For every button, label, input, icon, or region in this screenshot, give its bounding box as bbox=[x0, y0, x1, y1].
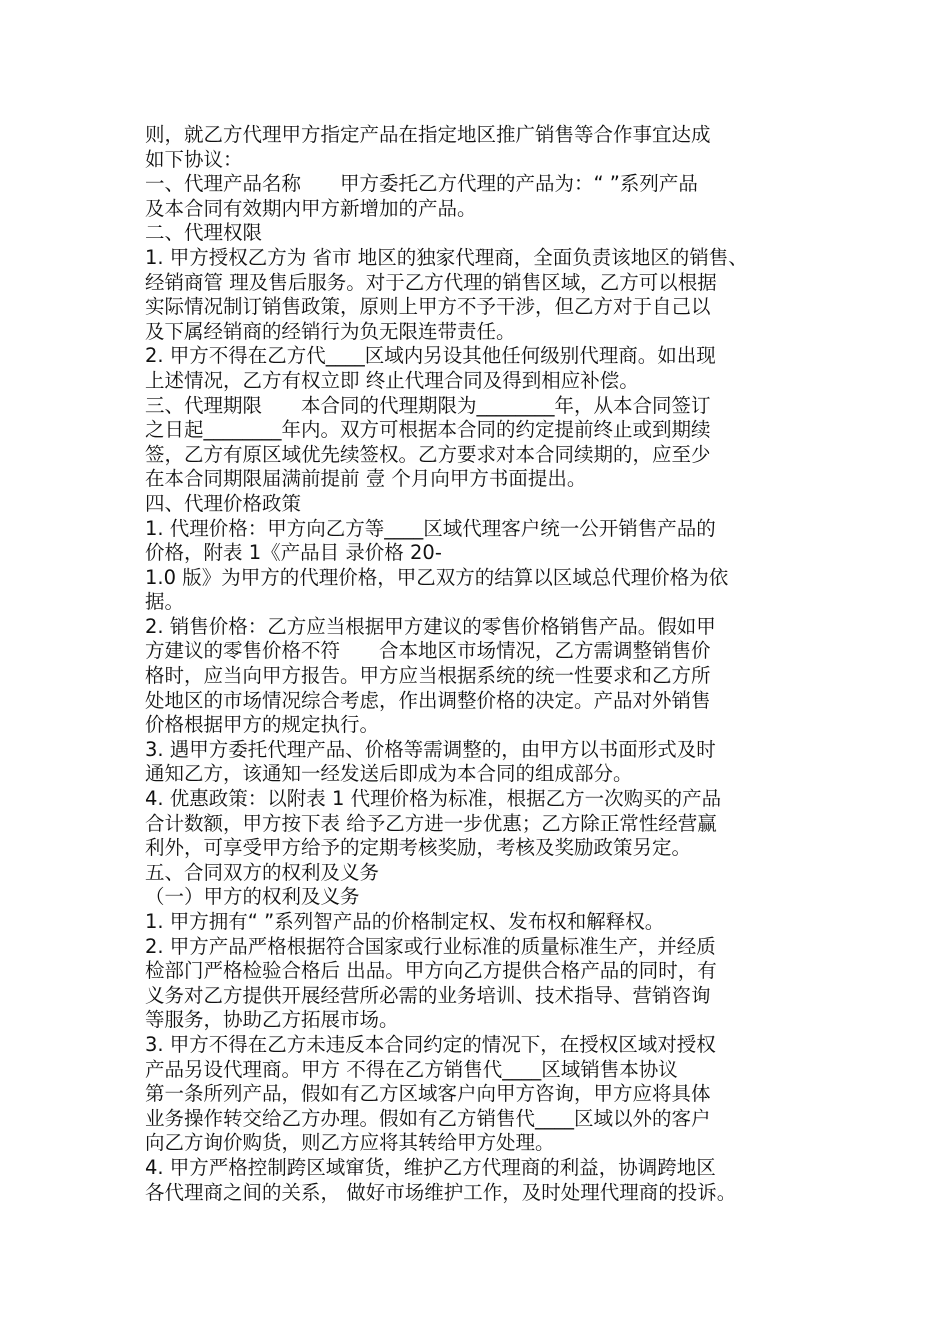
document-line: 各代理商之间的关系， 做好市场维护工作，及时处理代理商的投诉。 bbox=[145, 1180, 737, 1204]
document-line: 义务对乙方提供开展经营所必需的业务培训、技术指导、营销咨询 bbox=[145, 983, 711, 1007]
document-line: 格时，应当向甲方报告。甲方应当根据系统的统一性要求和乙方所 bbox=[145, 664, 711, 688]
document-line: 1. 代理价格：甲方向乙方等____区域代理客户统一公开销售产品的 bbox=[145, 516, 716, 540]
document-line: 据。 bbox=[145, 590, 185, 614]
document-line: 签，乙方有原区域优先续签权。乙方要求对本合同续期的，应至少 bbox=[145, 442, 711, 466]
document-line: 价格根据甲方的规定执行。 bbox=[145, 713, 380, 737]
document-line: 一、代理产品名称 甲方委托乙方代理的产品为：“ ”系列产品 bbox=[145, 172, 698, 196]
document-line: 2. 甲方不得在乙方代____区域内另设其他任何级别代理商。如出现 bbox=[145, 344, 716, 368]
document-line: 检部门严格检验合格后 出品。甲方向乙方提供合格产品的同时，有 bbox=[145, 959, 717, 983]
document-line: 及本合同有效期内甲方新增加的产品。 bbox=[145, 196, 477, 220]
document-line: （一）甲方的权利及义务 bbox=[145, 885, 360, 909]
document-line: 处地区的市场情况综合考虑，作出调整价格的决定。产品对外销售 bbox=[145, 688, 711, 712]
document-line: 则，就乙方代理甲方指定产品在指定地区推广销售等合作事宜达成 bbox=[145, 123, 711, 146]
document-line: 3. 遇甲方委托代理产品、价格等需调整的，由甲方以书面形式及时 bbox=[145, 737, 716, 761]
document-line: 第一条所列产品，假如有乙方区域客户向甲方咨询，甲方应将具体 bbox=[145, 1082, 711, 1106]
document-line: 实际情况制订销售政策，原则上甲方不予干涉，但乙方对于自己以 bbox=[145, 295, 711, 319]
document-line: 等服务，协助乙方拓展市场。 bbox=[145, 1008, 399, 1032]
document-line: 之日起________年内。双方可根据本合同的约定提前终止或到期续 bbox=[145, 418, 711, 442]
document-line: 经销商管 理及售后服务。对于乙方代理的销售区域，乙方可以根据 bbox=[145, 270, 717, 294]
document-body bbox=[145, 123, 835, 1205]
document-line: 1. 甲方授权乙方为 省市 地区的独家代理商，全面负责该地区的销售、 bbox=[145, 245, 748, 269]
document-line: 1. 甲方拥有“ ”系列智产品的价格制定权、发布权和解释权。 bbox=[145, 910, 665, 933]
document-line: 产品另设代理商。甲方 不得在乙方销售代____区域销售本协议 bbox=[145, 1057, 678, 1081]
document-line: 4. 优惠政策：以附表 1 代理价格为标准，根据乙方一次购买的产品 bbox=[145, 787, 722, 811]
document-line: 2. 销售价格：乙方应当根据甲方建议的零售价格销售产品。假如甲 bbox=[145, 614, 716, 638]
document-line: 及下属经销商的经销行为负无限连带责任。 bbox=[145, 319, 516, 343]
document-line: 四、代理价格政策 bbox=[145, 491, 302, 515]
document-line: 上述情况，乙方有权立即 终止代理合同及得到相应补偿。 bbox=[145, 368, 639, 392]
document-line: 4. 甲方严格控制跨区域窜货，维护乙方代理商的利益，协调跨地区 bbox=[145, 1155, 716, 1179]
document-line: 1.0 版》为甲方的代理价格，甲乙双方的结算以区域总代理价格为依 bbox=[145, 565, 729, 589]
document-line: 业务操作转交给乙方办理。假如有乙方销售代____区域以外的客户 bbox=[145, 1106, 711, 1130]
document-line: 合计数额，甲方按下表 给予乙方进一步优惠；乙方除正常性经营赢 bbox=[145, 811, 717, 835]
document-line: 二、代理权限 bbox=[145, 221, 263, 245]
document-line: 利外，可享受甲方给予的定期考核奖励，考核及奖励政策另定。 bbox=[145, 836, 692, 860]
document-line: 五、合同双方的权利及义务 bbox=[145, 860, 380, 884]
document-line: 2. 甲方产品严格根据符合国家或行业标准的质量标准生产，并经质 bbox=[145, 934, 716, 958]
document-line: 如下协议： bbox=[145, 147, 243, 171]
document-line: 3. 甲方不得在乙方未违反本合同约定的情况下，在授权区域对授权 bbox=[145, 1032, 716, 1056]
document-line: 方建议的零售价格不符 合本地区市场情况，乙方需调整销售价 bbox=[145, 639, 711, 663]
document-line: 三、代理期限 本合同的代理期限为________年，从本合同签订 bbox=[145, 393, 711, 417]
document-line: 通知乙方，该通知一经发送后即成为本合同的组成部分。 bbox=[145, 762, 633, 786]
document-line: 向乙方询价购货，则乙方应将其转给甲方处理。 bbox=[145, 1131, 555, 1155]
document-line: 价格，附表 1《产品目 录价格 20- bbox=[145, 541, 442, 565]
document-line: 在本合同期限届满前提前 壹 个月向甲方书面提出。 bbox=[145, 467, 587, 491]
